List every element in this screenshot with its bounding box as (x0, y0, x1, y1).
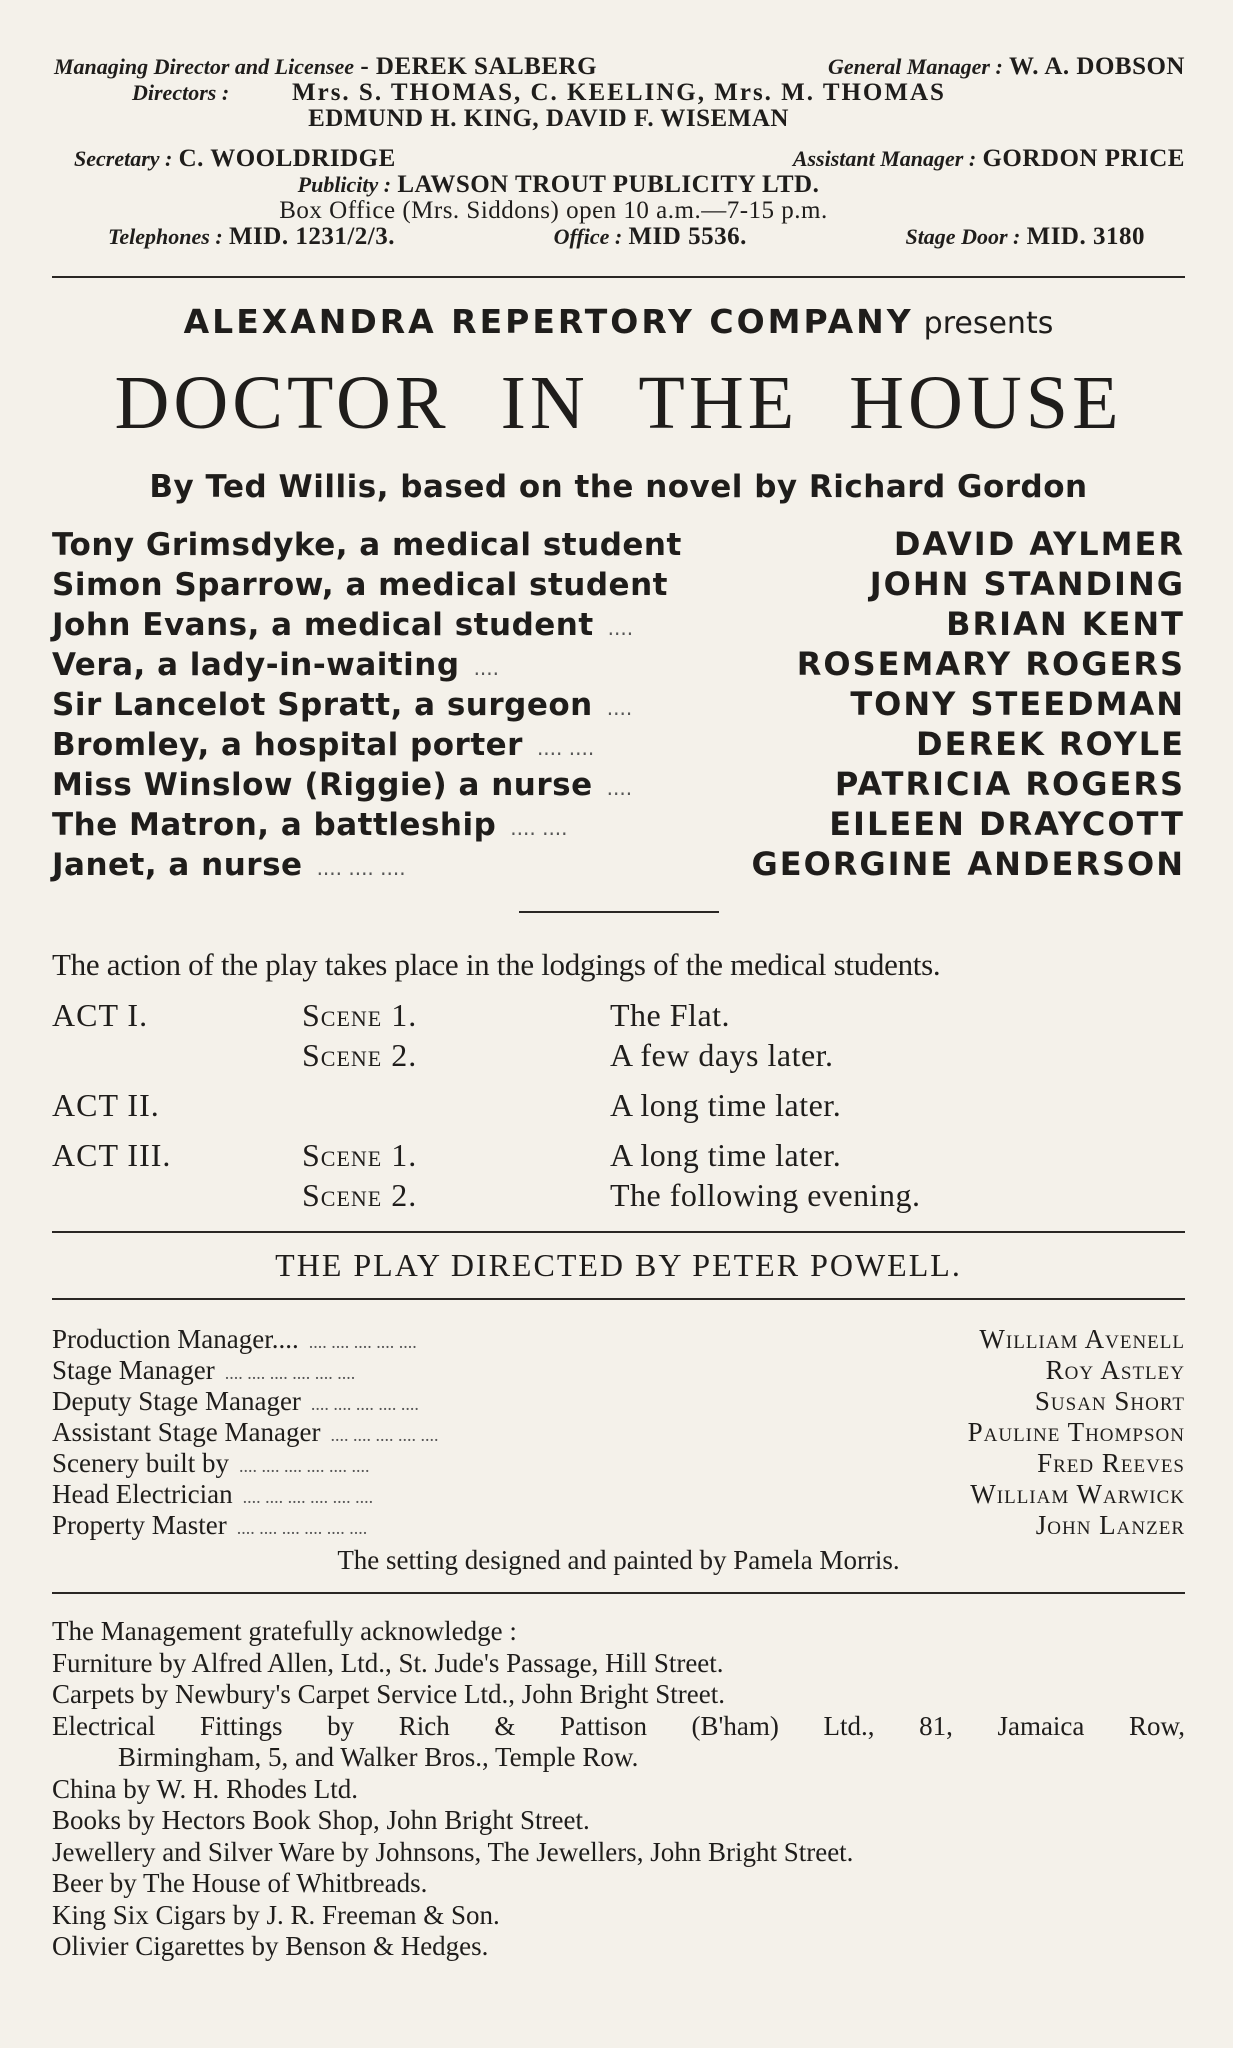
cast-role: Tony Grimsdyke, a medical student (52, 527, 682, 563)
md-value: - DEREK SALBERG (360, 53, 598, 80)
act-scene: Scene 1. (302, 997, 418, 1033)
ack-line: China by W. H. Rhodes Ltd. (52, 1773, 359, 1804)
crew-role: Head Electrician (52, 1479, 233, 1509)
crew-name: Fred Reeves (1037, 1448, 1185, 1478)
crew-row (52, 1417, 1185, 1448)
crew-row (52, 1510, 1185, 1541)
ack-line: Books by Hectors Book Shop, John Bright Street. (52, 1805, 590, 1835)
act-row (52, 1037, 1185, 1077)
cast-actor: ROSEMARY ROGERS (796, 645, 1185, 683)
cast-role: Janet, a nurse (52, 847, 303, 883)
crew-role: Stage Manager (52, 1355, 215, 1385)
gm-label: General Manager : (828, 54, 1003, 79)
crew-leader-dots: .... .... .... .... .... (308, 1332, 417, 1352)
management-header (52, 52, 1185, 252)
crew-name: Roy Astley (1045, 1355, 1185, 1385)
act-row (52, 1137, 1185, 1177)
crew-name: William Avenell (979, 1324, 1185, 1354)
cast-actor: JOHN STANDING (869, 565, 1185, 603)
cast-list (52, 525, 1185, 885)
cast-row (52, 645, 1185, 685)
acts-list (52, 997, 1185, 1217)
crew-name: Pauline Thompson (967, 1417, 1185, 1447)
crew-role: Scenery built by (52, 1448, 229, 1478)
divider (52, 1231, 1185, 1233)
ack-line: Carpets by Newbury's Carpet Service Ltd., John Bright Street. (52, 1679, 725, 1709)
cast-leader-dots: .... (607, 616, 634, 640)
act-scene: Scene 2. (302, 1177, 418, 1213)
act-description: A long time later. (610, 1137, 842, 1173)
directors-line2: EDMUND H. KING, DAVID F. WISEMAN (308, 105, 789, 132)
cast-row (52, 565, 1185, 605)
crew-leader-dots: .... .... .... .... .... .... (236, 1518, 368, 1538)
divider (52, 1298, 1185, 1300)
presents-text: presents (923, 306, 1054, 341)
cast-leader-dots: .... .... .... (316, 856, 406, 880)
cast-role: Bromley, a hospital porter (52, 727, 523, 763)
cast-row (52, 765, 1185, 805)
cast-row (52, 845, 1185, 885)
cast-leader-dots: .... .... (536, 736, 595, 760)
short-divider (519, 911, 719, 913)
act-row (52, 1177, 1185, 1217)
crew-row (52, 1386, 1185, 1417)
acknowledgements (52, 1616, 1185, 1963)
crew-role: Property Master (52, 1510, 227, 1540)
crew-leader-dots: .... .... .... .... .... .... (238, 1456, 370, 1476)
act-scene: Scene 1. (302, 1137, 418, 1173)
crew-role: Assistant Stage Manager (52, 1417, 321, 1447)
crew-role: Production Manager.... (52, 1324, 299, 1354)
cast-role: Vera, a lady-in-waiting (52, 647, 460, 683)
crew-row (52, 1355, 1185, 1386)
action-text: The action of the play takes place in the lodgings of the medical students. (52, 947, 941, 982)
ack-line: Electrical Fittings by Rich & Pattison (B'ham) Ltd., 81, Jamaica Row, (52, 1710, 1185, 1741)
cast-role: John Evans, a medical student (52, 607, 594, 643)
company-name: ALEXANDRA REPERTORY COMPANY (183, 302, 914, 341)
cast-actor: DEREK ROYLE (916, 725, 1185, 763)
asst-manager-label: Assistant Manager : (792, 146, 977, 171)
crew-row (52, 1479, 1185, 1510)
box-office: Box Office (Mrs. Siddons) open 10 a.m.—7-15 p.m. (279, 197, 828, 224)
stage-door-value: MID. 3180 (1026, 223, 1145, 250)
ack-line: Beer by The House of Whitbreads. (52, 1868, 428, 1898)
cast-leader-dots: .... (473, 656, 500, 680)
cast-actor: EILEEN DRAYCOTT (829, 805, 1185, 843)
crew-leader-dots: .... .... .... .... .... (330, 1425, 439, 1445)
crew-leader-dots: .... .... .... .... .... (310, 1394, 419, 1414)
crew-row (52, 1448, 1185, 1479)
act-label: ACT I. (52, 997, 149, 1033)
crew-leader-dots: .... .... .... .... .... .... (224, 1363, 356, 1383)
act-scene: Scene 2. (302, 1037, 418, 1073)
ack-line: Jewellery and Silver Ware by Johnsons, The Jewellers, John Bright Street. (52, 1836, 854, 1867)
cast-leader-dots: .... .... (510, 816, 568, 840)
gm-value: W. A. DOBSON (1009, 53, 1185, 80)
act-description: The following evening. (610, 1177, 921, 1213)
setting-credit: The setting designed and painted by Pamela Morris. (337, 1545, 900, 1575)
cast-actor: DAVID AYLMER (893, 525, 1185, 563)
directed-by: THE PLAY DIRECTED BY PETER POWELL. (275, 1247, 962, 1283)
directors-label: Directors : (132, 80, 230, 105)
publicity-value: LAWSON TROUT PUBLICITY LTD. (397, 171, 820, 198)
byline: By Ted Willis, based on the novel by Richard Gordon (149, 469, 1088, 505)
secretary-value: C. WOOLDRIDGE (178, 145, 396, 172)
stage-door-label: Stage Door : (905, 224, 1021, 249)
cast-role: Sir Lancelot Spratt, a surgeon (52, 687, 593, 723)
ack-line: Birmingham, 5, and Walker Bros., Temple Row. (118, 1742, 639, 1772)
cast-actor: BRIAN KENT (946, 605, 1185, 643)
act-description: A long time later. (610, 1087, 842, 1123)
office-value: MID 5536. (628, 223, 747, 250)
crew-leader-dots: .... .... .... .... .... .... (242, 1487, 374, 1507)
cast-role: Miss Winslow (Riggie) a nurse (52, 767, 593, 803)
ack-line: Olivier Cigarettes by Benson & Hedges. (52, 1931, 489, 1961)
directors-line1: Mrs. S. THOMAS, C. KEELING, Mrs. M. THOMAS (292, 79, 946, 106)
asst-manager-value: GORDON PRICE (982, 145, 1185, 172)
play-title: DOCTOR IN THE HOUSE (114, 361, 1123, 445)
act-description: A few days later. (610, 1037, 834, 1073)
secretary-label: Secretary : (74, 146, 173, 171)
act-row (52, 997, 1185, 1037)
crew-row (52, 1324, 1185, 1355)
md-label: Managing Director and Licensee (54, 54, 355, 79)
telephones-label: Telephones : (108, 224, 223, 249)
act-description: The Flat. (610, 997, 731, 1033)
act-row (52, 1087, 1185, 1127)
office-label: Office : (553, 224, 623, 249)
act-label: ACT II. (52, 1087, 160, 1123)
crew-list (52, 1324, 1185, 1541)
cast-actor: GEORGINE ANDERSON (751, 845, 1185, 883)
crew-role: Deputy Stage Manager (52, 1386, 301, 1416)
cast-role: The Matron, a battleship (52, 807, 497, 843)
cast-leader-dots: .... (606, 696, 633, 720)
cast-leader-dots: .... (606, 776, 633, 800)
ack-line: Furniture by Alfred Allen, Ltd., St. Jude's Passage, Hill Street. (52, 1647, 724, 1678)
publicity-label: Publicity : (297, 172, 392, 197)
act-label: ACT III. (52, 1137, 172, 1173)
cast-row (52, 685, 1185, 725)
cast-row (52, 805, 1185, 845)
crew-name: Susan Short (1034, 1386, 1185, 1416)
telephones-value: MID. 1231/2/3. (228, 223, 395, 250)
cast-actor: PATRICIA ROGERS (834, 765, 1185, 803)
crew-name: William Warwick (970, 1479, 1185, 1509)
cast-row (52, 605, 1185, 645)
crew-name: John Lanzer (1035, 1510, 1185, 1540)
company-line (52, 302, 1185, 342)
ack-line: King Six Cigars by J. R. Freeman & Son. (52, 1899, 500, 1930)
cast-row (52, 525, 1185, 565)
cast-role: Simon Sparrow, a medical student (52, 567, 668, 603)
cast-row (52, 725, 1185, 765)
ack-intro: The Management gratefully acknowledge : (52, 1616, 517, 1646)
cast-actor: TONY STEEDMAN (850, 685, 1185, 723)
divider (52, 1592, 1185, 1594)
divider (52, 276, 1185, 278)
